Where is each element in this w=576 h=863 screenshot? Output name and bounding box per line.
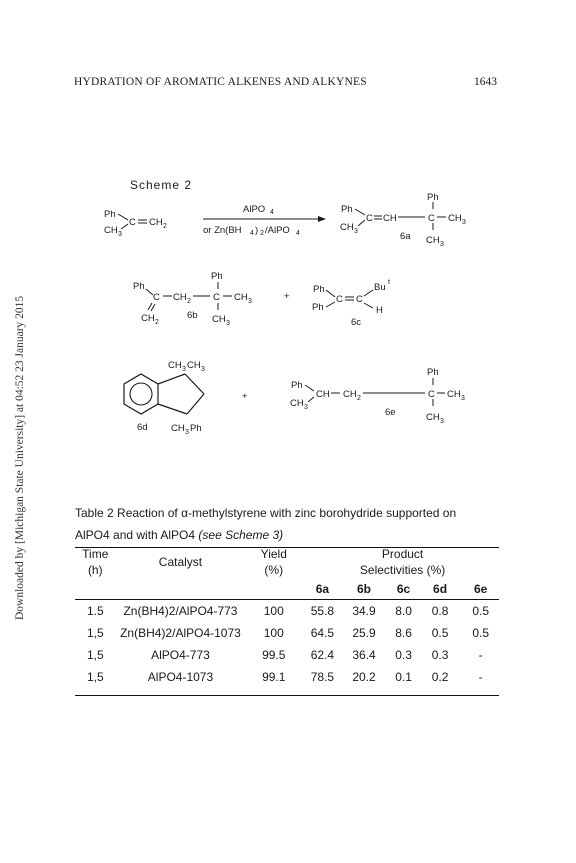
- col-6d: 6d: [433, 582, 448, 596]
- cell-catalyst: Zn(BH4)2/AlPO4-773: [123, 604, 238, 618]
- svg-text:3: 3: [201, 366, 205, 373]
- svg-text:3: 3: [461, 395, 465, 402]
- svg-text:4: 4: [296, 230, 300, 237]
- svg-text:2: 2: [155, 319, 159, 326]
- svg-text:3: 3: [185, 429, 189, 436]
- svg-text:3: 3: [462, 219, 466, 226]
- svg-text:Ph: Ph: [312, 302, 324, 313]
- cell-sel: 8.6: [395, 626, 412, 640]
- caption-prefix: Table 2 Reaction of: [75, 506, 182, 520]
- svg-text:C: C: [336, 294, 343, 305]
- header-catalyst: Catalyst: [158, 555, 203, 569]
- reaction-arrow: [203, 204, 326, 237]
- cell-sel: 62.4: [310, 648, 335, 662]
- caption-suffix: -methylstyrene with zinc borohydride supported on: [188, 506, 457, 520]
- cell-sel: 25.9: [352, 626, 376, 640]
- label-6e: 6e: [385, 407, 396, 418]
- cell-catalyst: AlPO4-773: [151, 648, 210, 662]
- svg-text:3: 3: [440, 241, 444, 248]
- svg-text:): ): [255, 225, 259, 236]
- table-row: [75, 644, 503, 666]
- col-6e: 6e: [473, 582, 488, 596]
- svg-text:C: C: [153, 292, 160, 303]
- header-time: Time: [82, 547, 109, 561]
- cell-sel: 0.8: [431, 604, 449, 618]
- label-6b: 6b: [187, 310, 198, 321]
- cell-sel: 20.2: [352, 670, 376, 684]
- col-6a: 6a: [315, 582, 330, 596]
- svg-text:2: 2: [260, 230, 264, 237]
- scheme-title: Scheme 2: [130, 178, 193, 192]
- svg-text:C: C: [428, 213, 435, 224]
- svg-text:3: 3: [304, 404, 308, 411]
- svg-text:Ph: Ph: [313, 284, 325, 295]
- scheme-structures: [104, 192, 466, 436]
- cell-sel: 0.3: [395, 648, 412, 662]
- table-row: [75, 666, 503, 688]
- cell-time: 1,5: [86, 626, 104, 640]
- svg-text:Ph: Ph: [291, 380, 303, 391]
- svg-text:CH: CH: [448, 213, 462, 224]
- table-bottom-rule: [75, 695, 499, 696]
- svg-text:Ph: Ph: [341, 204, 353, 215]
- table-row: [75, 622, 503, 644]
- header-row-3: [75, 578, 503, 600]
- svg-text:CH: CH: [141, 313, 155, 324]
- svg-text:CH: CH: [187, 360, 201, 371]
- cell-yield: 99.1: [262, 670, 286, 684]
- reagent-bottom: or Zn(BH: [203, 225, 242, 236]
- svg-text:CH: CH: [383, 213, 397, 224]
- header-time-unit: (h): [87, 563, 103, 577]
- cell-sel: -: [478, 648, 483, 662]
- svg-text:/AlPO: /AlPO: [265, 225, 290, 236]
- cell-sel: 0.2: [431, 670, 449, 684]
- svg-text:3: 3: [354, 228, 358, 235]
- svg-text:3: 3: [248, 298, 252, 305]
- cell-catalyst: Zn(BH4)2/AlPO4-1073: [120, 626, 241, 640]
- svg-text:Ph: Ph: [427, 367, 439, 378]
- header-yield: Yield: [260, 547, 287, 561]
- svg-text:CH: CH: [212, 314, 226, 325]
- svg-text:CH: CH: [171, 423, 185, 434]
- caption-italic: (see Scheme 3): [198, 528, 284, 542]
- cell-sel: 36.4: [352, 648, 376, 662]
- product-6b: [133, 271, 252, 327]
- svg-text:3: 3: [440, 418, 444, 425]
- svg-text:4: 4: [250, 230, 254, 237]
- caption-alpha: α: [181, 506, 189, 520]
- cell-catalyst: AlPO4-1073: [147, 670, 214, 684]
- svg-text:H: H: [376, 305, 383, 316]
- svg-text:3: 3: [226, 320, 230, 327]
- download-watermark-text: Downloaded by [Michigan State University] at 04:52 23 January 2015: [14, 295, 26, 620]
- svg-text:CH: CH: [168, 360, 182, 371]
- svg-text:3: 3: [118, 231, 122, 238]
- product-6e: [290, 367, 465, 425]
- caption-line2: AlPO4 and with AlPO4: [75, 528, 196, 542]
- svg-text:CH: CH: [290, 398, 304, 409]
- cell-sel: 64.5: [310, 626, 335, 640]
- svg-text:Ph: Ph: [427, 192, 439, 203]
- header-product: Product: [381, 547, 424, 561]
- reactant-alpha-methylstyrene: [104, 209, 167, 238]
- cell-sel: 55.8: [310, 604, 335, 618]
- svg-text:2: 2: [357, 395, 361, 402]
- svg-text:CH: CH: [173, 292, 187, 303]
- cell-sel: 0.1: [395, 670, 412, 684]
- svg-text:CH: CH: [234, 292, 248, 303]
- svg-text:CH: CH: [343, 389, 357, 400]
- svg-text:3: 3: [182, 366, 186, 373]
- svg-text:4: 4: [270, 209, 274, 216]
- reagent-top: AlPO: [243, 204, 266, 215]
- plus-sign: +: [284, 291, 290, 302]
- label-6d: 6d: [137, 422, 148, 433]
- cell-time: 1.5: [86, 604, 104, 618]
- cell-time: 1,5: [86, 648, 104, 662]
- cell-sel: 0.5: [472, 604, 489, 618]
- svg-text:CH: CH: [426, 235, 440, 246]
- cell-sel: -: [478, 670, 483, 684]
- col-6b: 6b: [357, 582, 372, 596]
- svg-text:CH: CH: [149, 217, 163, 228]
- table-caption-line1: [75, 503, 515, 523]
- label-6a: 6a: [400, 231, 411, 242]
- product-6a: [340, 192, 466, 248]
- cell-yield: 99.5: [262, 648, 286, 662]
- svg-text:Ph: Ph: [190, 423, 202, 434]
- svg-text:C: C: [366, 213, 373, 224]
- svg-text:t: t: [388, 279, 390, 286]
- svg-text:2: 2: [163, 223, 167, 230]
- svg-text:Bu: Bu: [374, 282, 386, 293]
- cell-yield: 100: [263, 604, 284, 618]
- results-table: [75, 546, 503, 688]
- cell-yield: 100: [263, 626, 284, 640]
- header-selectivities: Selectivities (%): [359, 563, 446, 577]
- cell-sel: 0.3: [431, 648, 449, 662]
- cell-sel: 0.5: [472, 626, 489, 640]
- svg-text:C: C: [129, 217, 136, 228]
- table-caption-line2: [75, 525, 515, 545]
- svg-text:C: C: [356, 294, 363, 305]
- header-yield-unit: (%): [264, 563, 284, 577]
- cell-sel: 0.5: [431, 626, 449, 640]
- cell-sel: 78.5: [310, 670, 335, 684]
- table-row: [75, 600, 503, 622]
- plus-sign-2: +: [242, 391, 248, 402]
- svg-text:Ph: Ph: [104, 209, 116, 220]
- cell-time: 1,5: [86, 670, 104, 684]
- running-title: HYDRATION OF AROMATIC ALKENES AND ALKYNES: [74, 76, 367, 88]
- product-6c: [312, 279, 390, 328]
- svg-text:CH: CH: [340, 222, 354, 233]
- svg-text:CH: CH: [447, 389, 461, 400]
- svg-text:Ph: Ph: [133, 281, 145, 292]
- col-6c: 6c: [396, 582, 411, 596]
- label-6c: 6c: [351, 317, 362, 328]
- header-row-1: [75, 546, 503, 562]
- svg-text:CH: CH: [316, 389, 330, 400]
- cell-sel: 34.9: [352, 604, 376, 618]
- svg-text:2: 2: [187, 298, 191, 305]
- svg-text:C: C: [213, 292, 220, 303]
- product-6d: [124, 360, 205, 436]
- svg-text:CH: CH: [104, 225, 118, 236]
- page-number: 1643: [474, 76, 497, 88]
- svg-text:Ph: Ph: [211, 271, 223, 282]
- svg-text:C: C: [428, 389, 435, 400]
- svg-text:CH: CH: [426, 412, 440, 423]
- cell-sel: 8.0: [395, 604, 412, 618]
